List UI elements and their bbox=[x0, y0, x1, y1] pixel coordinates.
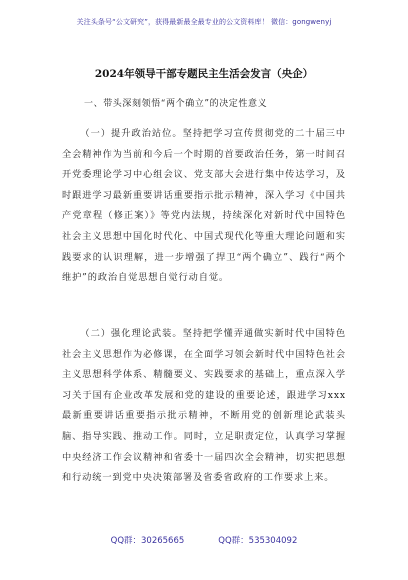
section-heading: 一、带头深刻领悟“两个确立”的决定性意义 bbox=[84, 99, 268, 109]
footer-qq-group-2: QQ群：535304092 bbox=[218, 536, 298, 546]
promo-banner: 关注头条号“公文研究”，获得最新最全最专业的公文资料库！ 微信：gongwenyj bbox=[76, 18, 332, 26]
document-title: 2024年领导干部专题民主生活会发言（央企） bbox=[94, 68, 314, 80]
paragraph-2: （二）强化理论武装。坚持把学懂弄通做实新时代中国特色社会主义思想作为必修课，在全面学习领会新时代中国特色社会主义思想科学体系、精髓要义、实践要求的基础上，重点深入学习关于国有企业改革发展和党的建设的重要论述，跟进学习xxx最新重要讲话重要指示批示精神，不断用党的创新理论武装头脑、指导实践、推动工作。同时，立足职责定位，认真学习掌握中央经济工作会议精神和省委十一届四次全会精神，切实把思想和行动统一到党中央决策部署及省委省政府的工作要求上来。 bbox=[62, 328, 346, 484]
footer-contact bbox=[0, 534, 408, 546]
footer-qq-group-1: QQ群：30265665 bbox=[110, 536, 185, 546]
paragraph-1: （一）提升政治站位。坚持把学习宣传贯彻党的二十届三中全会精神作为当前和今后一个时期的首要政治任务，第一时间召开党委理论学习中心组会议、党支部大会进行集中传达学习，及时跟进学习最新重要讲话重要指示批示精神，深入学习《中国共产党章程（修正案）》等党内法规，持续深化对新时代中国特色社会主义思想中国化时代化、中国式现代化等重大理论问题和实践要求的认识理解，进一步增强了捍卫“两个确立”、践行“两个维护”的政治自觉思想自觉行动自觉。 bbox=[62, 128, 346, 284]
